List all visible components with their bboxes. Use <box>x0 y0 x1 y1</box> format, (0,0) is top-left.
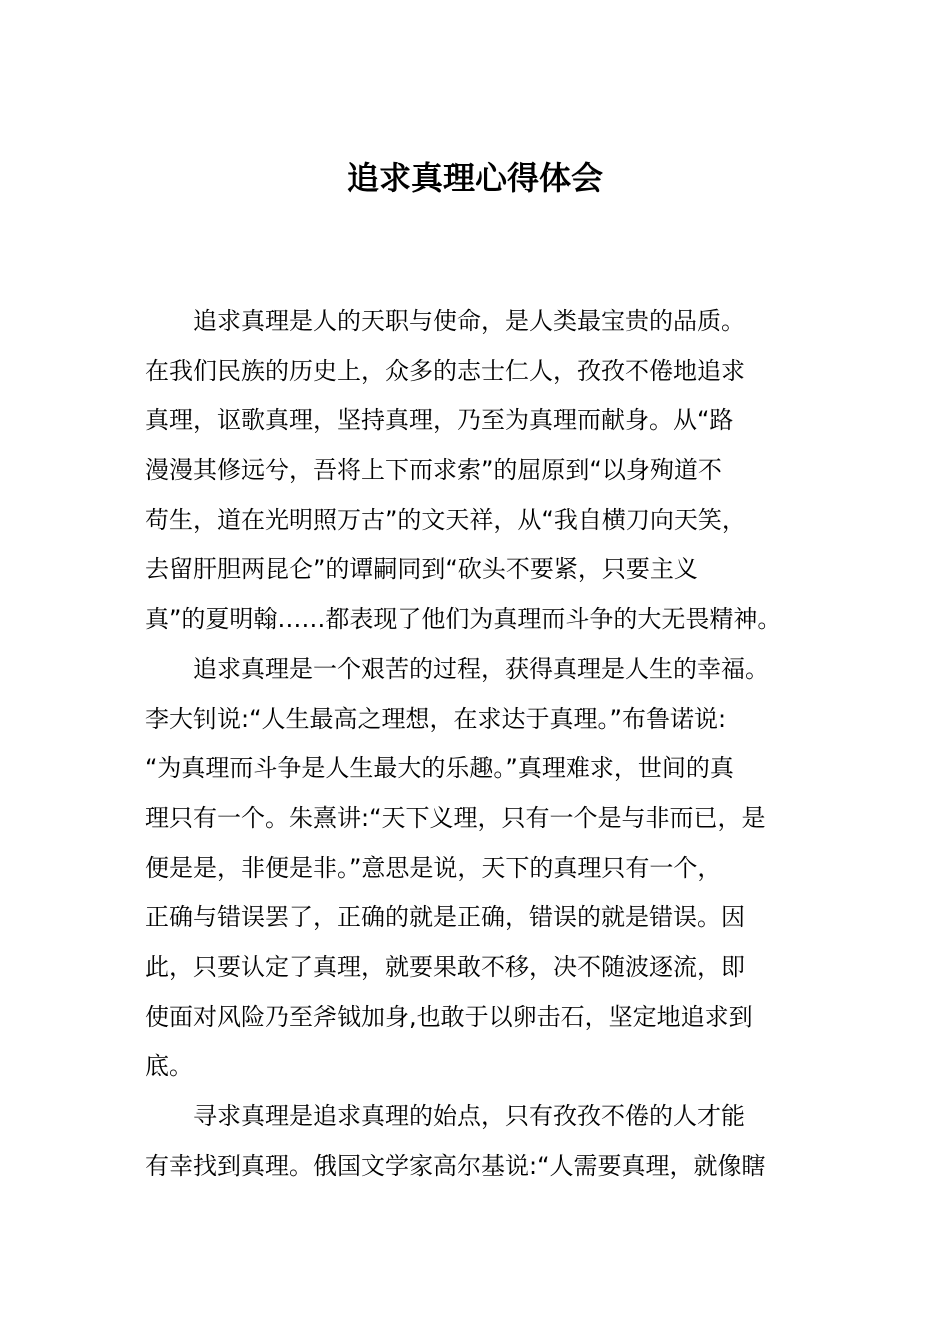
paragraph-first-line: 追求真理是人的天职与使命，是人类最宝贵的品质。 <box>193 307 745 335</box>
paragraph-first-line: 追求真理是一个艰苦的过程，获得真理是人生的幸福。 <box>193 654 769 683</box>
text-line: 此，只要认定了真理，就要果敢不移，决不随波逐流，即 <box>145 952 745 981</box>
text-line: 真理，讴歌真理，坚持真理，乃至为真理而献身。从“路 <box>145 406 734 435</box>
text-line: 理只有一个。朱熹讲:“天下义理，只有一个是与非而已，是 <box>145 803 766 832</box>
text-line: 有幸找到真理。俄国文学家高尔基说:“人需要真理，就像瞎 <box>145 1151 766 1180</box>
text-line: 苟生，道在光明照万古”的文天祥，从“我自横刀向天笑， <box>145 505 746 534</box>
text-line: “为真理而斗争是人生最大的乐趣。”真理难求，世间的真 <box>145 754 734 783</box>
text-line: 漫漫其修远兮，吾将上下而求索”的屈原到“以身殉道不 <box>145 456 722 485</box>
document-body <box>145 297 810 1191</box>
text-line: 底。 <box>145 1052 193 1081</box>
text-line: 正确与错误罢了，正确的就是正确，错误的就是错误。因 <box>145 903 745 932</box>
paragraph-first-line: 寻求真理是追求真理的始点，只有孜孜不倦的人才能 <box>193 1102 745 1130</box>
text-line: 李大钊说:“人生最高之理想，在求达于真理。”布鲁诺说: <box>145 704 727 733</box>
text-line: 便是是，非便是非。”意思是说，天下的真理只有一个， <box>145 853 722 882</box>
document-title: 追求真理心得体会 <box>346 159 603 197</box>
text-line: 去留肝胆两昆仑”的谭嗣同到“砍头不要紧，只要主义 <box>145 555 698 584</box>
text-line: 使面对风险乃至斧钺加身,也敢于以卵击石，坚定地追求到 <box>145 1002 753 1031</box>
text-line: 真”的夏明翰……都表现了他们为真理而斗争的大无畏精神。 <box>145 605 782 634</box>
text-line: 在我们民族的历史上，众多的志士仁人，孜孜不倦地追求 <box>145 356 745 385</box>
